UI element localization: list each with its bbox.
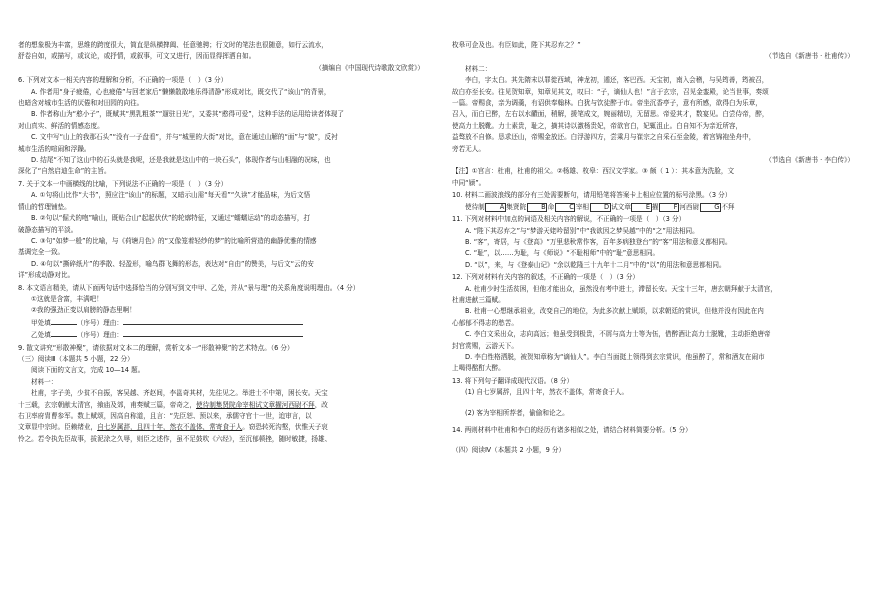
q6-option-b-cont: 对山真实、鲜活的情感态度。: [18, 121, 104, 130]
question-7-stem: 7. 关于文本一中画横线的比喻，下列说法不正确的一项是（ ）（3 分）: [18, 179, 228, 188]
q13-sentence-2: (2) 客为宰相所荐者，偷偷和论之。: [465, 408, 569, 417]
q7-option-c: C. ③句“如梦一般”的比喻，与《荷塘月色》的“又像笼着轻纱的梦”的比喻所营造的幽静优雅的情感: [31, 236, 317, 245]
material-1-line: 怜之。若令执先臣故事，拔泥涂之久辱，则臣之述作，虽不足鼓吹《六经》，至沉郁顿挫，随时敏捷，扬雄、: [18, 434, 332, 443]
material-2-line: 李白，字太白。其先隋末以罪徙西域，神龙初，遁还，客巴西。天宝初，南入会稽，与吴筠善，筠被召，: [465, 76, 769, 85]
wavy-underlined-text: 使待制集贤院命宰相试文章擢河西尉不拜: [196, 400, 315, 409]
break-marker-d[interactable]: D: [590, 203, 611, 212]
material-2-line: 一篇。帝赐食，亲为调羹，有诏供奉翰林。白犹与饮徒醉于市。帝坐沉香亭子，意有所感，欲得白为乐章，: [452, 99, 762, 108]
source-citation: （节选自《新唐书 · 杜甫传》）: [765, 52, 854, 61]
q12-option-b: B. 杜甫一心想继承祖业，改变自己的地位，为此多次献上赋颂，以求朝廷的赏识，但他并没有因此在内: [465, 307, 764, 316]
break-marker-f[interactable]: F: [659, 203, 679, 212]
q7-option-c-cont: 基调完全一致。: [18, 248, 65, 257]
answer-space[interactable]: [452, 399, 860, 408]
q8-choice-1: ①这就是含富，丰满吧！: [31, 294, 103, 303]
q8-answer-jia: [18, 317, 430, 329]
question-12-stem: 12. 下列对材料有关内容的叙述，不正确的一项是（ ）（3 分）: [452, 273, 640, 282]
q11-option-a: A. “陛下其忍弃之”与“梦游天姥吟留别”中“我欲因之梦吴越”中的“之”用法相同。: [465, 226, 699, 235]
question-10-stem: 10. 材料二画波浪线的部分有三处需要断句，请用铅笔将答案卡上相应位置的标号涂黑。（3 分）: [452, 191, 732, 200]
q8-jia-blank[interactable]: [51, 317, 77, 325]
section-3-desc: 阅读下面的文言文，完成 10—14 题。: [31, 366, 145, 375]
break-marker-g[interactable]: G: [700, 203, 721, 212]
annotation-note-cont: 中同“颍”。: [452, 178, 486, 187]
question-11-stem: 11. 下列对材料中加点的词语及相关内容的解说，不正确的一项是（ ）（3 分）: [452, 215, 686, 224]
material-2-line: 益骜放不自修。恳求还山，帝赐金放还。白浮游四方，尝乘月与崔宗之自采石至金陵，着宫锦袍坐舟中，: [452, 133, 756, 142]
q12-option-d-cont: 上喝得酩酊大醉。: [452, 364, 505, 373]
right-column: [452, 40, 860, 457]
q10-sentence-markers: 使待制 A 集贤院 B 命 C 宰相 D 试文章 E 擢 F 河西尉 G 不拜: [465, 202, 735, 211]
q12-option-a: A. 杜甫少时生活贫困，但他才能出众，虽然没有考中进士，滞留长安。天宝十三年，唐玄朝拜献于太清宫，: [465, 284, 777, 293]
q12-option-d: D. 李白性格洒脱，被贺知章称为“谪仙人”。李白当面挺上领得到玄宗赏识，他虽醉了，常和酒友在闹市: [465, 352, 765, 361]
q12-option-a-cont: 杜甫进献三篇赋。: [452, 295, 505, 304]
underlined-sentence: 自七岁属辞，且四十年，然衣不盖体，常寄食于人: [97, 423, 243, 432]
source-citation: （节选自《新唐书 · 李白传》）: [765, 156, 854, 165]
left-column: [18, 40, 430, 445]
material-2-line: 使高力士脱靴。力士素贵，耻之，摘其诗以激杨贵妃，帝欲官白，妃辄沮止。白自知不为亲近所容，: [452, 121, 743, 130]
q6-option-c-cont: 城市生活的喧闹和浮躁。: [18, 144, 91, 153]
q11-option-d: D. “以”，来，与《登泰山记》“余以乾隆三十九年十二月”中的“以”的用法和意思都相同。: [465, 260, 726, 269]
material-1-line: 杜甫，字子美，少贫不自振，客吴越、齐赵间，李邕奇其材，先往见之。举进士不中第，困长安。天宝: [31, 389, 328, 398]
answer-space[interactable]: [452, 436, 860, 445]
q6-option-a: A. 作者用“身子疲倦，心也疲倦”与回老家后“懒懒散散地乐得清静”形成对比，既交代了“该山”的背景，: [31, 87, 331, 96]
question-6-stem: 6. 下列对文本一相关内容的理解和分析，不正确的一项是（ ）（3 分）: [18, 76, 228, 85]
q7-option-d-cont: 详”形成动静对比。: [18, 271, 75, 280]
material-2-line: 旁若无人。: [452, 144, 485, 153]
break-marker-e[interactable]: E: [631, 203, 651, 212]
q6-option-c: C. 文中写“山上的我那石头”“没有一子盘看”，并与“城里的大街”对比，意在通过山解的“面”与“貌”，反衬: [31, 133, 338, 142]
break-marker-a[interactable]: A: [485, 203, 506, 212]
q8-yi-reason-line[interactable]: [123, 329, 303, 337]
q8-choice-2: ②我的强劲正变以肩膀的静态里啊！: [31, 306, 136, 315]
material-1-line: 文章显中宗时。臣赖绪业，自七岁属辞，且四十年，然衣不盖体，常寄食于人。窃恐转死沟壑，伏惟天子哀: [18, 423, 328, 432]
question-14-stem: 14. 两则材料中杜甫和李白的经历有诸多相似之处，请结合材料简要分析。（5 分）: [452, 426, 692, 434]
q8-answer-yi: [18, 329, 430, 341]
break-marker-b[interactable]: B: [527, 203, 548, 212]
material-1-title: 材料一：: [31, 377, 58, 386]
source-citation: （摘编自《中国现代诗歌散文欣赏》）: [315, 63, 424, 72]
annotation-note: 【注】①宫言：杜甫，杜甫的祖父。②杨雄、枚皋：西汉文学家。③ 颇（ 1 ）：其本意为洗脸，文: [452, 167, 735, 176]
q7-option-d: D. ④句以“撕碎纸片”的季散、轻盈形，喻鸟群飞舞的形态，表达对“自由”的赞美，与后文“云的安: [31, 259, 314, 268]
section-4-title: （四）阅读Ⅳ（本题共 2 小题，9 分）: [452, 446, 566, 455]
material-2-line: 故白亦至长安。往见贺知章，知章见其文，叹曰：“子，谪仙人也！”言于玄宗，召见金銮殿，论当世事，奏颂: [452, 87, 769, 96]
q8-yi-blank[interactable]: [51, 329, 77, 337]
q7-option-a: A. ①句将山比作“大书”，照应注“该山”的标题，又暗示山需“每天看”“久读”才能品味，为后文悟: [31, 191, 311, 200]
material-2-line: 召入，而白已醉，左右以水靧面，稍解，援笔成文，婉丽精切，无留思。帝爱其才，数宴见。白尝侍帝，醉，: [452, 110, 769, 119]
q12-option-c: C. 李白文采出众，志向高远；他虽受到极贵，不屑与高力士等为伍，借醉酒让高力士脱靴，主动拒绝唐帝: [465, 330, 771, 339]
question-13-stem: 13. 将下列句子翻译成现代汉语。（8 分）: [452, 376, 574, 385]
intro-line: 者的想象极为丰富，思维的跨度很大，简直是纵横捭阖、任意驰骋；行文时的笔法也很随意，如行云流水，: [18, 41, 328, 49]
q7-option-b-cont: 破静态描写的平淡。: [18, 225, 78, 234]
q8-jia-label: 甲处填: [31, 318, 51, 327]
q7-option-b: B. ②句以“倔犬的咆”喻山，既贴合山“起起伏伏”的轮廓特征，又通过“蠕蠕运动”的动态描写，打: [31, 214, 311, 223]
material-2-title: 材料二：: [465, 64, 492, 73]
q8-yi-seq-label: （序号）理由：: [76, 331, 123, 340]
material-1-line: 十三载，玄宗朝献太清宫，飨庙及郊，甫奏赋三篇，帝奇之，使待制集贤院命宰相试文章擢河西尉不拜，改: [18, 400, 328, 409]
q11-option-c: C. “耻”，以……为耻，与《师说》“不耻相师”中的“耻”意思相同。: [465, 249, 660, 258]
q12-option-b-cont: 心郁郁不得志的愁苦。: [452, 318, 518, 327]
break-marker-c[interactable]: C: [555, 203, 576, 212]
q6-option-b: B. 作者称山为“憨小子”，既赋其“黑乳粗茶”“遛驻日光”，又委其“憨得可爱”，这种手法的运用给读者体现了: [31, 110, 344, 119]
q11-option-b: B. “客”，寄居，与《登高》“万里悲秋常作客，百年多病独登台”的“客”用法和意义都相同。: [465, 237, 732, 246]
question-8-stem: 8. 本文语言精美，请从下面两句话中选择恰当的分别写到文中甲、乙处，并从“景与理”的关系角度说明理由。（4 分）: [18, 283, 360, 292]
question-9-stem: 9. 散文讲究“形散神聚”，请依据对文本二的理解，赏析文本一“形散神聚”的艺术特点。（6 分）: [18, 343, 294, 352]
intro-line: 舒卷自如，或描写，或议论，或抒情，或叙事，可文又进行，因而显得挥洒自如。: [18, 52, 256, 61]
q12-option-c-cont: 封官赏赐，云游天下。: [452, 341, 518, 350]
section-3-title: （三）阅读Ⅲ（本题共 5 小题，22 分）: [18, 354, 134, 363]
material-1-line: 右卫率府胄曹参军。数上赋颂，因高自称道，且言：“先臣恕、预以来，承儒守官十一世，迨审言，以: [18, 412, 312, 420]
q6-option-d: D. 结尾“不知了这山中的石头就是我呢，还是我就是这山中的一块石头”，体现作者与山相融的况味，也: [31, 156, 331, 165]
q6-option-d-cont: 深化了“自然启迪生命”的主旨。: [18, 167, 111, 176]
q13-sentence-1: (1) 自七岁属辞，且四十年，然衣不盖体，常寄食于人。: [465, 388, 629, 397]
q8-yi-label: 乙处填: [31, 331, 51, 340]
q8-jia-reason-line[interactable]: [123, 317, 303, 325]
q6-option-a-cont: 也暗含对城市生活的厌倦和对田园的向往。: [18, 99, 144, 108]
q7-option-a-cont: 情山的哲理铺垫。: [18, 202, 71, 211]
q8-jia-seq-label: （序号）理由：: [76, 318, 123, 327]
material-1-line: 枚皋可企及也。有臣如此，陛下其忍弃之？”: [452, 41, 581, 49]
